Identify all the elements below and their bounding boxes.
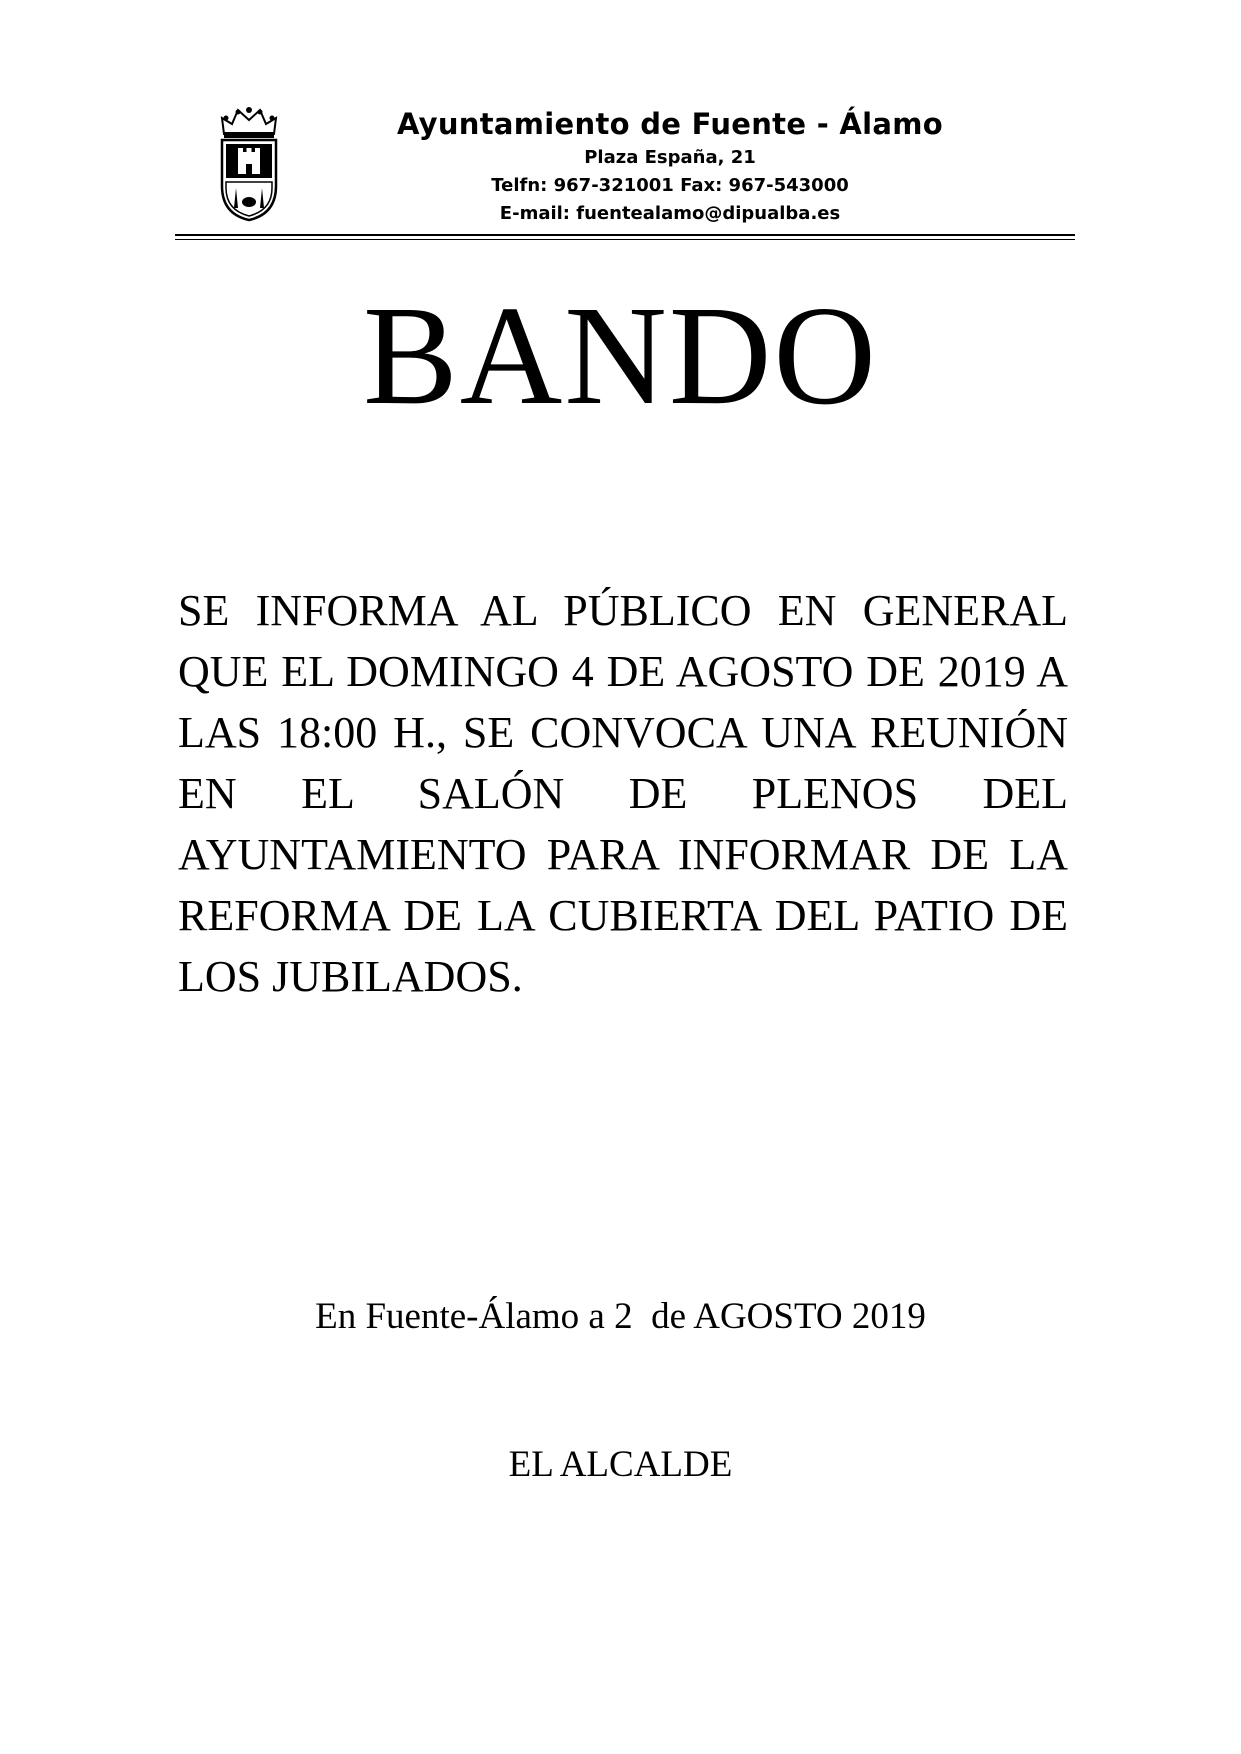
municipal-coat-of-arms-icon	[216, 104, 282, 222]
organization-phone-fax: Telfn: 967-321001 Fax: 967-543000	[491, 175, 849, 196]
header-divider	[175, 234, 1075, 236]
letterhead-text	[300, 104, 1040, 228]
notice-date-line: En Fuente-Álamo a 2 de AGOSTO 2019	[315, 1296, 926, 1337]
header-divider-thin	[175, 239, 1075, 240]
organization-email: E-mail: fuentealamo@dipualba.es	[499, 203, 841, 224]
notice-body: SE INFORMA AL PÚBLICO EN GENERAL QUE EL DOMINGO 4 DE AGOSTO DE 2019 A LAS 18:00 H., SE CONVOCA UNA REUNIÓN EN EL SALÓN DE PLENOS DEL AYUNTAMIENTO PARA INFORMAR DE LA REFORMA DE LA CUBIERTA DEL PATIO DE LOS JUBILADOS.	[178, 586, 1068, 1001]
notice-signature: EL ALCALDE	[508, 1444, 733, 1485]
organization-name: Ayuntamiento de Fuente - Álamo	[396, 107, 944, 141]
notice-title: BANDO	[363, 276, 878, 434]
organization-address: Plaza España, 21	[584, 147, 756, 168]
letterhead	[0, 0, 1241, 250]
